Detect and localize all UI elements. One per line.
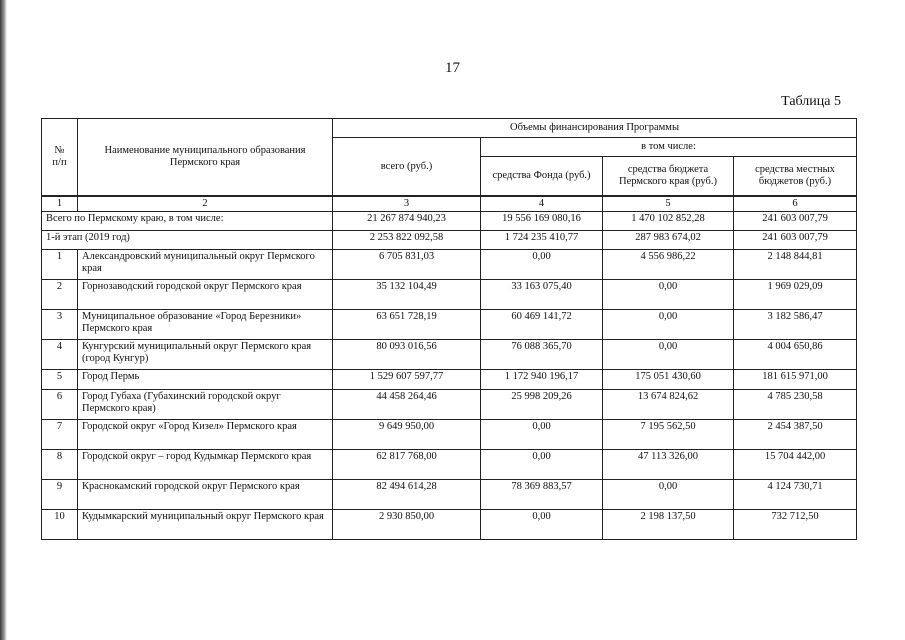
cell-fund: 76 088 365,70	[481, 340, 603, 370]
table-row	[42, 310, 857, 340]
header-regional: средства бюджета Пермского края (руб.)	[603, 157, 734, 197]
cell-fund: 78 369 883,57	[481, 480, 603, 510]
column-index: 5	[603, 196, 734, 212]
cell-total: 2 253 822 092,58	[333, 231, 481, 250]
scan-edge-shadow	[0, 0, 7, 640]
cell-total: 82 494 614,28	[333, 480, 481, 510]
cell-fund: 0,00	[481, 510, 603, 540]
summary-row-stage	[42, 231, 857, 250]
cell-name: Городской округ «Город Кизел» Пермского края	[78, 420, 333, 450]
cell-regional: 0,00	[603, 280, 734, 310]
cell-total: 44 458 264,46	[333, 390, 481, 420]
cell-name: Город Губаха (Губахинский городской округ Пермского края)	[78, 390, 333, 420]
cell-local: 3 182 586,47	[734, 310, 857, 340]
cell-num: 3	[42, 310, 78, 340]
cell-local: 241 603 007,79	[734, 231, 857, 250]
cell-regional: 175 051 430,60	[603, 370, 734, 390]
column-index: 6	[734, 196, 857, 212]
cell-local: 181 615 971,00	[734, 370, 857, 390]
table-row	[42, 370, 857, 390]
header-including: в том числе:	[481, 138, 857, 157]
cell-fund: 0,00	[481, 450, 603, 480]
cell-num: 5	[42, 370, 78, 390]
cell-num: 4	[42, 340, 78, 370]
cell-regional: 7 195 562,50	[603, 420, 734, 450]
cell-regional: 0,00	[603, 340, 734, 370]
header-total: всего (руб.)	[333, 138, 481, 197]
table-row	[42, 510, 857, 540]
cell-regional: 287 983 674,02	[603, 231, 734, 250]
cell-total: 9 649 950,00	[333, 420, 481, 450]
cell-local: 4 124 730,71	[734, 480, 857, 510]
column-index-row	[42, 196, 857, 212]
cell-fund: 33 163 075,40	[481, 280, 603, 310]
cell-name: Кудымкарский муниципальный округ Пермского края	[78, 510, 333, 540]
header-fund: средства Фонда (руб.)	[481, 157, 603, 197]
cell-regional: 13 674 824,62	[603, 390, 734, 420]
cell-total: 63 651 728,19	[333, 310, 481, 340]
summary-row-total	[42, 212, 857, 231]
column-index: 2	[78, 196, 333, 212]
cell-total: 80 093 016,56	[333, 340, 481, 370]
cell-local: 4 785 230,58	[734, 390, 857, 420]
cell-total: 6 705 831,03	[333, 250, 481, 280]
column-index: 3	[333, 196, 481, 212]
table-row	[42, 480, 857, 510]
cell-local: 1 969 029,09	[734, 280, 857, 310]
table-caption: Таблица 5	[781, 94, 841, 109]
cell-total: 21 267 874 940,23	[333, 212, 481, 231]
cell-fund: 0,00	[481, 250, 603, 280]
cell-num: 8	[42, 450, 78, 480]
column-index: 4	[481, 196, 603, 212]
table-row	[42, 250, 857, 280]
cell-local: 15 704 442,00	[734, 450, 857, 480]
cell-fund: 60 469 141,72	[481, 310, 603, 340]
cell-num: 2	[42, 280, 78, 310]
summary-label: 1-й этап (2019 год)	[42, 231, 333, 250]
table-row	[42, 280, 857, 310]
cell-name: Александровский муниципальный округ Пермского края	[78, 250, 333, 280]
cell-local: 241 603 007,79	[734, 212, 857, 231]
cell-regional: 0,00	[603, 480, 734, 510]
cell-regional: 4 556 986,22	[603, 250, 734, 280]
header-local: средства местных бюджетов (руб.)	[734, 157, 857, 197]
cell-num: 1	[42, 250, 78, 280]
cell-name: Город Пермь	[78, 370, 333, 390]
cell-regional: 47 113 326,00	[603, 450, 734, 480]
cell-total: 2 930 850,00	[333, 510, 481, 540]
cell-local: 732 712,50	[734, 510, 857, 540]
cell-fund: 0,00	[481, 420, 603, 450]
cell-fund: 1 724 235 410,77	[481, 231, 603, 250]
cell-num: 9	[42, 480, 78, 510]
cell-regional: 1 470 102 852,28	[603, 212, 734, 231]
cell-total: 35 132 104,49	[333, 280, 481, 310]
column-index: 1	[42, 196, 78, 212]
table-row	[42, 340, 857, 370]
header-num: № п/п	[42, 119, 78, 197]
funding-table	[41, 118, 857, 540]
cell-fund: 1 172 940 196,17	[481, 370, 603, 390]
cell-name: Муниципальное образование «Город Березники» Пермского края	[78, 310, 333, 340]
cell-total: 62 817 768,00	[333, 450, 481, 480]
cell-name: Городской округ – город Кудымкар Пермского края	[78, 450, 333, 480]
page-number: 17	[445, 60, 460, 76]
cell-num: 7	[42, 420, 78, 450]
cell-num: 6	[42, 390, 78, 420]
cell-num: 10	[42, 510, 78, 540]
cell-fund: 19 556 169 080,16	[481, 212, 603, 231]
cell-local: 2 454 387,50	[734, 420, 857, 450]
cell-fund: 25 998 209,26	[481, 390, 603, 420]
cell-name: Кунгурский муниципальный округ Пермского края (город Кунгур)	[78, 340, 333, 370]
cell-local: 2 148 844,81	[734, 250, 857, 280]
cell-total: 1 529 607 597,77	[333, 370, 481, 390]
cell-name: Краснокамский городской округ Пермского края	[78, 480, 333, 510]
header-funding: Объемы финансирования Программы	[333, 119, 857, 138]
cell-regional: 2 198 137,50	[603, 510, 734, 540]
summary-label: Всего по Пермскому краю, в том числе:	[42, 212, 333, 231]
cell-name: Горнозаводский городской округ Пермского края	[78, 280, 333, 310]
table-row	[42, 420, 857, 450]
cell-regional: 0,00	[603, 310, 734, 340]
cell-local: 4 004 650,86	[734, 340, 857, 370]
table-row	[42, 390, 857, 420]
header-name: Наименование муниципального образования Пермского края	[78, 119, 333, 197]
table-row	[42, 450, 857, 480]
